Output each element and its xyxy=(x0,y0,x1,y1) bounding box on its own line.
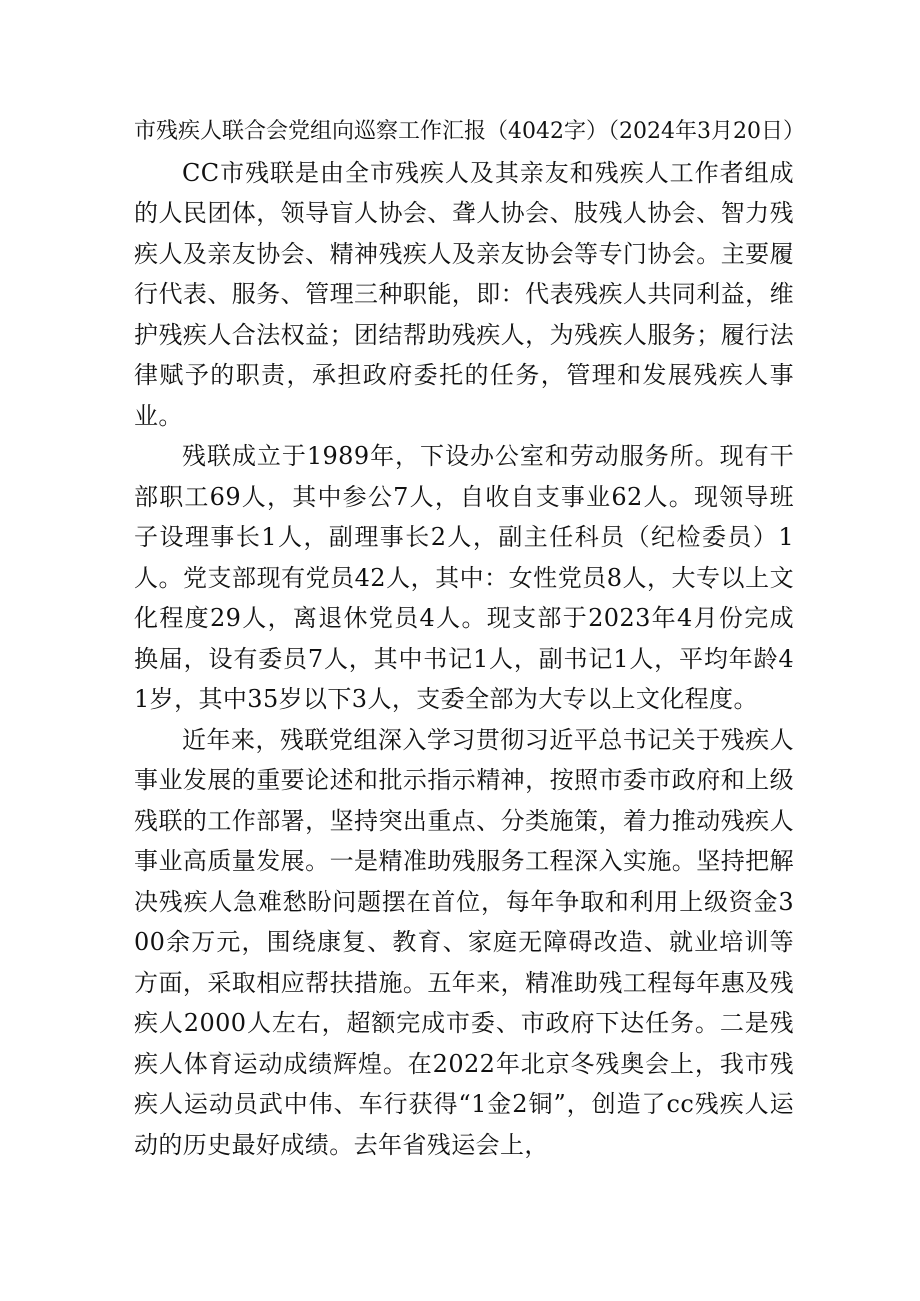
paragraph-intro: CC市残联是由全市残疾人及其亲友和残疾人工作者组成的人民团体，领导盲人协会、聋人协会、肢残人协会、智力残疾人及亲友协会、精神残疾人及亲友协会等专门协会。主要履行代表、服务、管理三种职能，即：代表残疾人共同利益，维护残疾人合法权益；团结帮助残疾人，为残疾人服务；履行法律赋予的职责，承担政府委托的任务，管理和发展残疾人事业。 xyxy=(134,158,794,430)
paragraph-organization: 残联成立于1989年，下设办公室和劳动服务所。现有干部职工69人，其中参公7人，自收自支事业62人。现领导班子设理事长1人，副理事长2人，副主任科员（纪检委员）1人。党支部现有党员42人，其中：女性党员8人，大专以上文化程度29人，离退休党员4人。现支部于2023年4月份完成换届，设有委员7人，其中书记1人，副书记1人，平均年龄41岁，其中35岁以下3人，支委全部为大专以上文化程度。 xyxy=(134,442,794,713)
document-body xyxy=(134,112,805,1165)
paragraph-achievements: 近年来，残联党组深入学习贯彻习近平总书记关于残疾人事业发展的重要论述和批示指示精神，按照市委市政府和上级残联的工作部署，坚持突出重点、分类施策，着力推动残疾人事业高质量发展。一是精准助残服务工程深入实施。坚持把解决残疾人急难愁盼问题摆在首位，每年争取和利用上级资金300余万元，围绕康复、教育、家庭无障碍改造、就业培训等方面，采取相应帮扶措施。五年来，精准助残工程每年惠及残疾人2000人左右，超额完成市委、市政府下达任务。二是残疾人体育运动成绩辉煌。在2022年北京冬残奥会上，我市残疾人运动员武中伟、车行获得“1金2铜”，创造了cc残疾人运动的历史最好成绩。去年省残运会上， xyxy=(134,725,794,1159)
document-title: 市残疾人联合会党组向巡察工作汇报（4042字）（2024年3月20日） xyxy=(134,119,805,144)
